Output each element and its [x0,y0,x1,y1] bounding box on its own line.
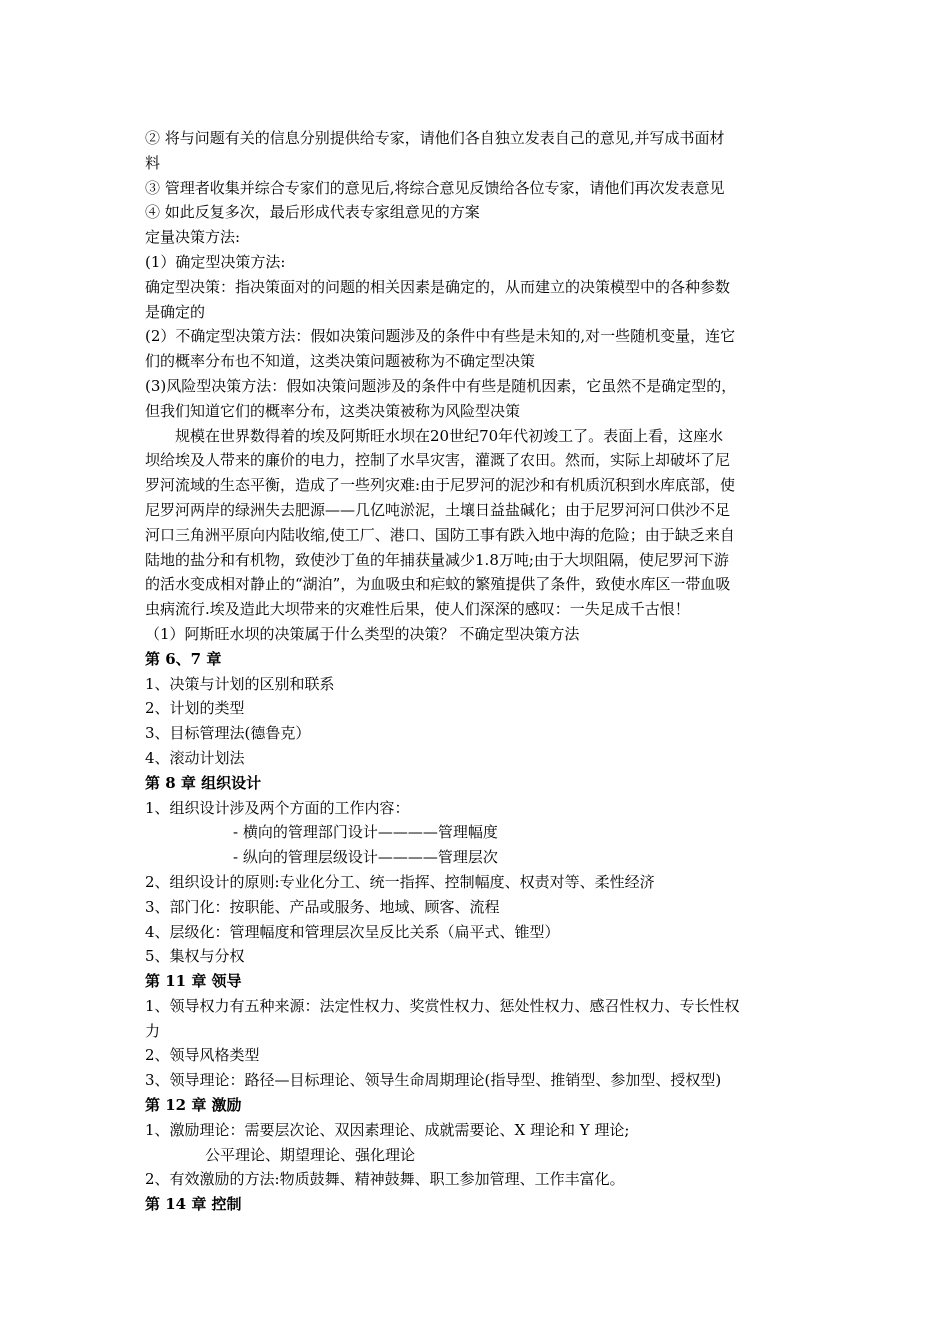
chapter-8-dash-item: - 横向的管理部门设计————管理幅度 [233,823,498,842]
delphi-step-2: ② 将与问题有关的信息分别提供给专家，请他们各自独立发表自己的意见,并写成书面材 [145,129,725,147]
chapter-14-title: 第 14 章 控制 [145,1195,242,1214]
quant-line: 是确定的 [145,302,206,321]
chapter-11-item: 力 [145,1021,161,1040]
case-line: 罗河流域的生态平衡，造成了一些列灾难:由于尼罗河的泥沙和有机质沉积到水库底部，使 [145,476,736,495]
chapter-12-title: 第 12 章 激励 [145,1096,242,1115]
case-line: 的活水变成相对静止的“湖泊”，为血吸虫和疟蚊的繁殖提供了条件，致使水库区一带血吸 [145,575,731,594]
delphi-step-4: ④ 如此反复多次，最后形成代表专家组意见的方案 [145,203,480,222]
delphi-step-3: ③ 管理者收集并综合专家们的意见后,将综合意见反馈给各位专家，请他们再次发表意见 [145,178,725,197]
chapter-6-7-item: 2、计划的类型 [145,699,245,718]
quant-line: (1）确定型决策方法: [145,252,286,271]
case-line: 坝给埃及人带来的廉价的电力，控制了水旱灾害，灌溉了农田。然而，实际上却破坏了尼 [145,451,731,470]
chapter-6-7-title: 第 6、7 章 [145,649,222,668]
case-line: 河口三角洲平原向内陆收缩,使工厂、港口、国防工事有跌入地中海的危险；由于缺乏来自 [145,525,735,544]
case-question: （1）阿斯旺水坝的决策属于什么类型的决策？ 不确定型决策方法 [145,624,580,643]
chapter-11-title: 第 11 章 领导 [145,972,242,991]
chapter-8-item: 1、组织设计涉及两个方面的工作内容： [145,798,410,817]
chapter-6-7-item: 4、滚动计划法 [145,748,245,767]
chapter-6-7-item: 1、决策与计划的区别和联系 [145,674,335,693]
chapter-11-item: 3、领导理论：路径—目标理论、领导生命周期理论(指导型、推销型、参加型、授权型) [145,1071,722,1090]
case-line: 规模在世界数得着的埃及阿斯旺水坝在20世纪70年代初竣工了。表面上看，这座水 [175,426,724,445]
chapter-12-item: 1、激励理论：需要层次论、双因素理论、成就需要论、X 理论和 Y 理论; [145,1120,630,1139]
chapter-12-item: 2、有效激励的方法:物质鼓舞、精神鼓舞、职工参加管理、工作丰富化。 [145,1170,625,1189]
chapter-8-item: 5、集权与分权 [145,947,245,966]
case-line: 尼罗河两岸的绿洲失去肥源——几亿吨淤泥，土壤日益盐碱化；由于尼罗河河口供沙不足 [145,500,731,519]
document-body [145,126,813,1217]
chapter-8-item: 3、部门化：按职能、产品或服务、地域、顾客、流程 [145,897,500,916]
quant-line: (2）不确定型决策方法：假如决策问题涉及的条件中有些是未知的,对一些随机变量，连它 [145,327,736,346]
chapter-6-7-item: 3、目标管理法(德鲁克） [145,724,311,743]
quant-line: (3)风险型决策方法：假如决策问题涉及的条件中有些是随机因素，它虽然不是确定型的， [145,376,737,395]
quant-line: 确定型决策：指决策面对的问题的相关因素是确定的，从而建立的决策模型中的各种参数 [145,277,731,296]
delphi-step-2-cont: 料 [145,153,161,172]
chapter-8-item: 4、层级化：管理幅度和管理层次呈反比关系（扁平式、锥型） [145,922,560,941]
chapter-8-item: 2、组织设计的原则:专业化分工、统一指挥、控制幅度、权责对等、柔性经济 [145,872,655,891]
quant-line: 但我们知道它们的概率分布，这类决策被称为风险型决策 [145,401,521,420]
chapter-11-item: 2、领导风格类型 [145,1046,260,1065]
chapter-8-title: 第 8 章 组织设计 [145,773,262,792]
chapter-11-item: 1、领导权力有五种来源：法定性权力、奖赏性权力、惩处性权力、感召性权力、专长性权 [145,996,740,1015]
chapter-12-item-cont: 公平理论、期望理论、强化理论 [205,1145,416,1164]
case-line: 虫病流行.埃及造此大坝带来的灾难性后果，使人们深深的感叹：一失足成千古恨！ [145,600,690,619]
quant-heading: 定量决策方法: [145,228,241,247]
chapter-8-dash-item: - 纵向的管理层级设计————管理层次 [233,848,498,867]
quant-line: 们的概率分布也不知道，这类决策问题被称为不确定型决策 [145,352,536,371]
case-line: 陆地的盐分和有机物，致使沙丁鱼的年捕获量减少1.8万吨;由于大坝阻隔，使尼罗河下游 [145,550,729,569]
